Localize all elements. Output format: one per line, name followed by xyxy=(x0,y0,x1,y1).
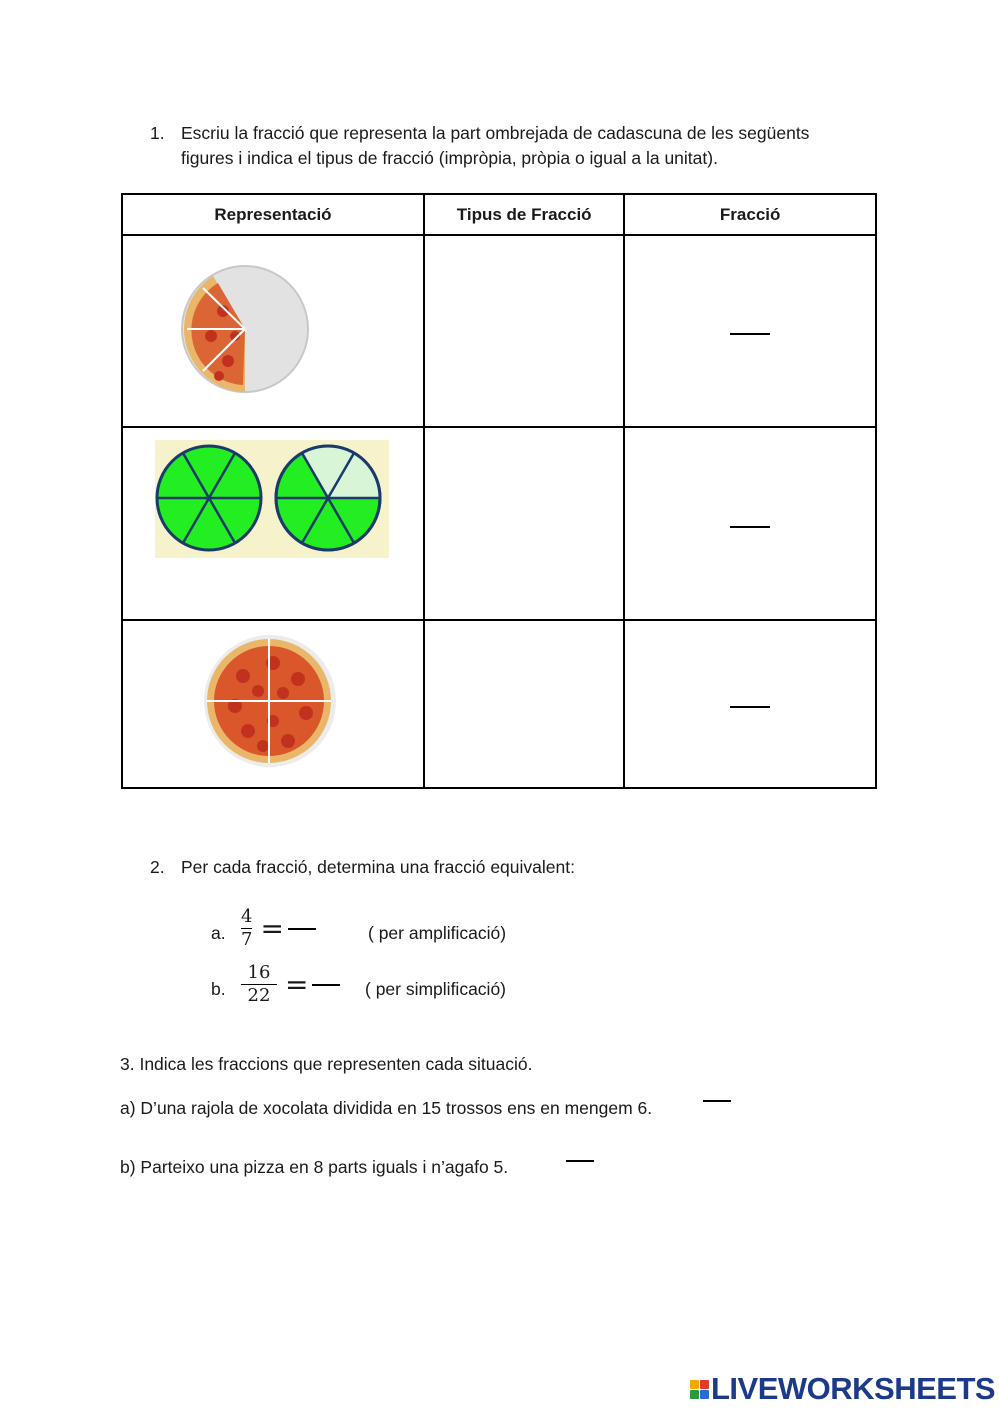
table-header-row xyxy=(122,194,876,235)
green-circle-partial xyxy=(276,446,380,550)
header-representacio: Representació xyxy=(122,194,424,235)
logo-text: LIVEWORKSHEETS xyxy=(711,1371,996,1406)
q2-item-b-label: b. xyxy=(211,979,226,999)
liveworksheets-logo xyxy=(690,1372,995,1406)
fraction-blank[interactable] xyxy=(730,526,770,528)
full-pizza-figure xyxy=(123,621,423,782)
q3-item-a: a) D’una rajola de xocolata dividida en 15 trossos ens en mengem 6. xyxy=(120,1098,653,1118)
fraction-answer-cell[interactable] xyxy=(624,235,876,427)
q1-text-line1: Escriu la fracció que representa la part ombrejada de cadascuna de les següents xyxy=(181,123,810,143)
header-fraccio: Fracció xyxy=(624,194,876,235)
table-row xyxy=(122,235,876,427)
q3-title: 3. Indica les fraccions que representen cada situació. xyxy=(120,1054,533,1074)
q2-item-a-hint: ( per amplificació) xyxy=(368,923,507,943)
q2-item-b-hint: ( per simplificació) xyxy=(365,979,506,999)
numerator: 16 xyxy=(247,962,271,983)
representation-cell xyxy=(122,620,424,788)
q2-item-a-label: a. xyxy=(211,923,226,943)
green-circle-full xyxy=(157,446,261,550)
type-answer-cell[interactable] xyxy=(424,427,624,620)
denominator: 7 xyxy=(241,929,253,950)
table-row xyxy=(122,620,876,788)
denominator: 22 xyxy=(247,985,271,1006)
q1-number: 1. xyxy=(150,123,165,143)
fraction-4-7 xyxy=(241,906,252,951)
fraction-blank[interactable] xyxy=(730,706,770,708)
logo-blocks-icon xyxy=(690,1380,709,1399)
header-tipus: Tipus de Fracció xyxy=(424,194,624,235)
q2-number: 2. xyxy=(150,857,165,877)
q2-item-b-equation: $\frac{16}{22}$ = xyxy=(241,962,340,1007)
answer-blank-a[interactable] xyxy=(288,928,316,930)
type-answer-cell[interactable] xyxy=(424,620,624,788)
fraction-16-22 xyxy=(241,962,277,1007)
fraction-blank[interactable] xyxy=(730,333,770,335)
fraction-table xyxy=(121,193,877,789)
table-row xyxy=(122,427,876,620)
answer-blank-b[interactable] xyxy=(312,984,340,986)
q3-item-b: b) Parteixo una pizza en 8 parts iguals i n’agafo 5. xyxy=(120,1157,509,1177)
q3-answer-blank-b[interactable] xyxy=(566,1160,594,1162)
q3-answer-blank-a[interactable] xyxy=(703,1100,731,1102)
q2-item-a-equation: $\frac{4}{7}$ = xyxy=(241,906,316,951)
representation-cell xyxy=(122,235,424,427)
numerator: 4 xyxy=(241,906,253,927)
fraction-answer-cell[interactable] xyxy=(624,620,876,788)
q1-text-line2: figures i indica el tipus de fracció (impròpia, pròpia o igual a la unitat). xyxy=(181,148,718,168)
partial-pizza-figure xyxy=(123,236,423,421)
fraction-answer-cell[interactable] xyxy=(624,427,876,620)
type-answer-cell[interactable] xyxy=(424,235,624,427)
green-circles-figure xyxy=(123,428,423,614)
representation-cell xyxy=(122,427,424,620)
q2-text: Per cada fracció, determina una fracció equivalent: xyxy=(181,857,575,877)
